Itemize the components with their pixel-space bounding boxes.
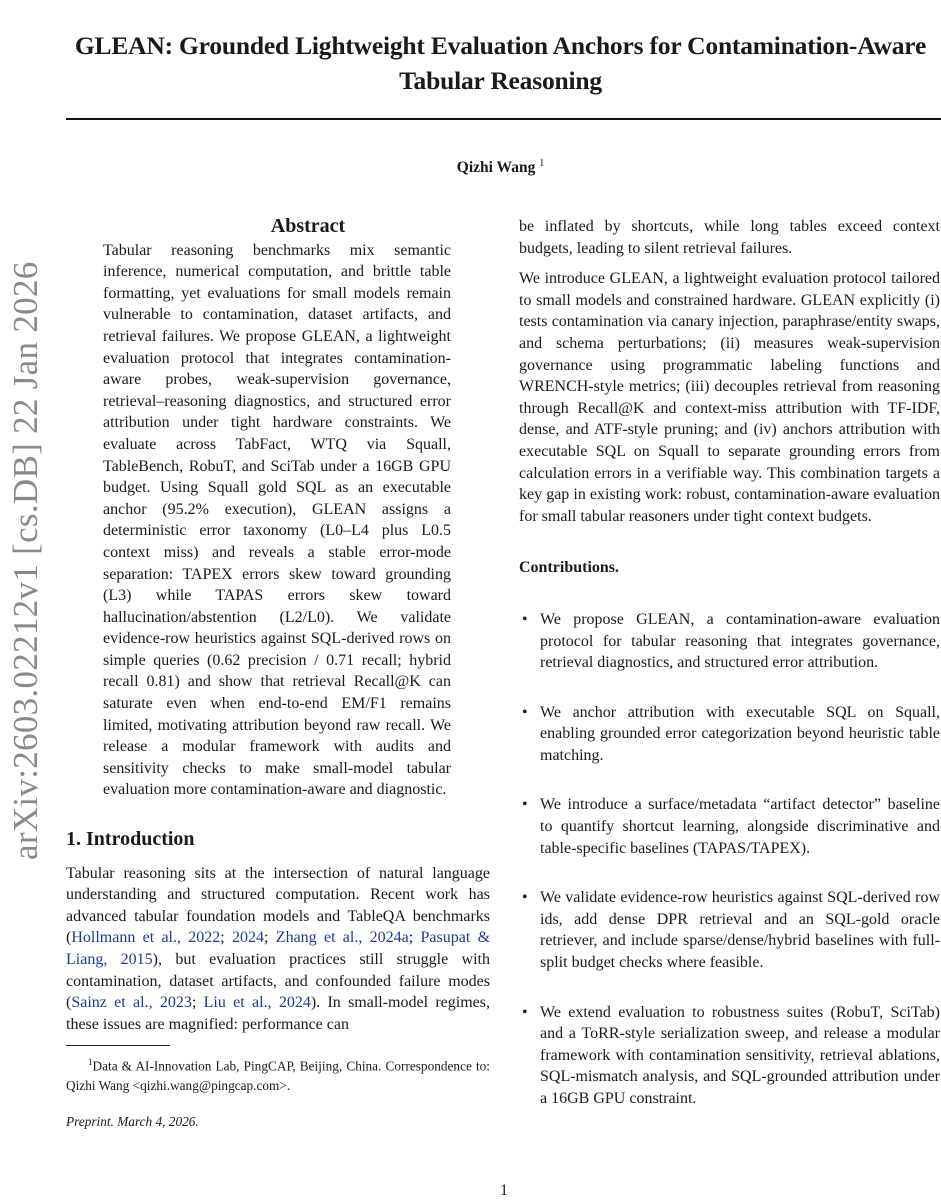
footnote-rule	[66, 1045, 170, 1046]
contribution-item: • We anchor attribution with executable SQL on Squall, enabling grounded error categorization beyond heuristic table matching.	[519, 702, 940, 767]
contribution-item: • We introduce a surface/metadata “artifact detector” baseline to quantify shortcut learning, alongside discriminative and table-specific baselines (TAPAS/TAPEX).	[519, 794, 940, 859]
author-name: Qizhi Wang	[456, 159, 536, 177]
preprint-date: Preprint. March 4, 2026.	[66, 1113, 199, 1129]
affiliation-mark: 1	[539, 158, 545, 169]
citation-liu-2024[interactable]: Liu et al., 2024	[203, 994, 311, 1012]
arxiv-stamp: arXiv:2603.02212v1 [cs.DB] 22 Jan 2026	[6, 261, 45, 860]
title-rule	[66, 118, 941, 120]
citation-sainz-2023[interactable]: Sainz et al., 2023	[71, 994, 192, 1012]
author-line	[60, 158, 941, 177]
footnote: $^1$Data & AI-Innovation Lab, PingCAP, Beijing, China. Correspondence to: Qizhi Wang <qizhi.wang@pingcap.com>.	[66, 1057, 490, 1093]
paper-title: GLEAN: Grounded Lightweight Evaluation Anchors for Contamination-Aware Tabular Reasoning	[74, 31, 927, 95]
citation-hollmann-2024[interactable]: 2024	[232, 929, 265, 947]
abstract-text: Tabular reasoning benchmarks mix semantic inference, numerical computation, and brittle table formatting, yet evaluations for small models remain vulnerable to contamination, dataset artifacts, and retrieval failures. We propose GLEAN, a lightweight evaluation protocol that integrates contamination-aware probes, weak-supervision governance, retrieval–reasoning diagnostics, and structured error attribution under tight hardware constraints. We evaluate across TabFact, WTQ via Squall, TableBench, RobuT, and SciTab under a 16GB GPU budget. Using Squall gold SQL as an executable anchor (95.2% execution), GLEAN assigns a deterministic error taxonomy (L0–L4 plus L0.5 context miss) and reveals a stable error-mode separation: TAPEX errors skew toward grounding (L3) while TAPAS errors skew toward hallucination/abstention (L2/L0). We validate evidence-row heuristics against SQL-derived rows on simple queries (0.62 precision / 0.71 recall; hybrid recall 0.81) and show that retrieval Recall@K can saturate even when end-to-end EM/F1 remains limited, motivating attribution beyond raw recall. We release a modular framework with audits and sensitivity checks to make small-model tabular evaluation more contamination-aware and diagnostic.	[103, 241, 451, 799]
intro-paragraph-1-continued: ). In small-model regimes, these issues are magnified: performance can	[66, 994, 490, 1033]
contribution-item: • We propose GLEAN, a contamination-aware evaluation protocol for tabular reasoning that integrates governance, retrieval diagnostics, and structured error attribution.	[519, 609, 940, 674]
intro-paragraph-1: Tabular reasoning sits at the intersection of natural language understanding and structured computation. Recent work has advanced tabular foundation models and TableQA benchmarks (Hollmann et al., 2022; 2024; Zhang et al., 2024a; Pasupat & Liang, 2015), but evaluation practices still struggle with contamination, dataset artifacts, and confounded failure modes (Sainz et al., 2023; Liu et al., 2024). In small-model regimes, these issues are magnified: performance can	[66, 864, 491, 1033]
citation-hollmann-2022[interactable]: Hollmann et al., 2022	[71, 929, 221, 947]
intro-paragraph-1-end: be inflated by shortcuts, while long tables exceed context budgets, leading to silent retrieval failures.	[519, 218, 940, 257]
contribution-item: • We extend evaluation to robustness suites (RobuT, SciTab) and a ToRR-style serialization sweep, and release a modular framework with contamination sensitivity, retrieval ablations, SQL-mismatch analysis, and SQL-grounded attribution under a 16GB GPU constraint.	[519, 1002, 940, 1110]
intro-paragraph-2: We introduce GLEAN, a lightweight evaluation protocol tailored to small models and constrained hardware. GLEAN explicitly (i) tests contamination via canary injection, paraphrase/entity swaps, and schema perturbations; (ii) measures weak-supervision governance using programmatic labeling functions and WRENCH-style metrics; (iii) decouples retrieval from reasoning through Recall@K and context-miss attribution with TF-IDF, dense, and ATF-style pruning; and (iv) anchors attribution with executable SQL on Squall to separate grounding errors from calculation errors in a verifiable way. This combination targets a key gap in existing work: robust, contamination-aware evaluation for small tabular reasoners under tight context budgets.	[519, 270, 940, 525]
citation-pasupat-liang-2015[interactable]: Pasupat & Liang, 2015	[66, 929, 491, 968]
citation-zhang-2024a[interactable]: Zhang et al., 2024a	[275, 929, 409, 947]
abstract-heading: Abstract	[270, 215, 346, 237]
contribution-item: • We validate evidence-row heuristics against SQL-derived row ids, add dense DPR retrieval and an SQL-gold oracle retriever, and include sparse/dense/hybrid baselines with full-split budget checks where feasible.	[519, 887, 940, 973]
contributions-heading: Contributions.	[519, 559, 620, 577]
section-heading-introduction: 1. Introduction	[66, 828, 195, 851]
left-column	[66, 212, 490, 1132]
right-column	[519, 216, 940, 1138]
contributions-list	[519, 609, 940, 1110]
page-number: 1	[500, 1182, 508, 1199]
